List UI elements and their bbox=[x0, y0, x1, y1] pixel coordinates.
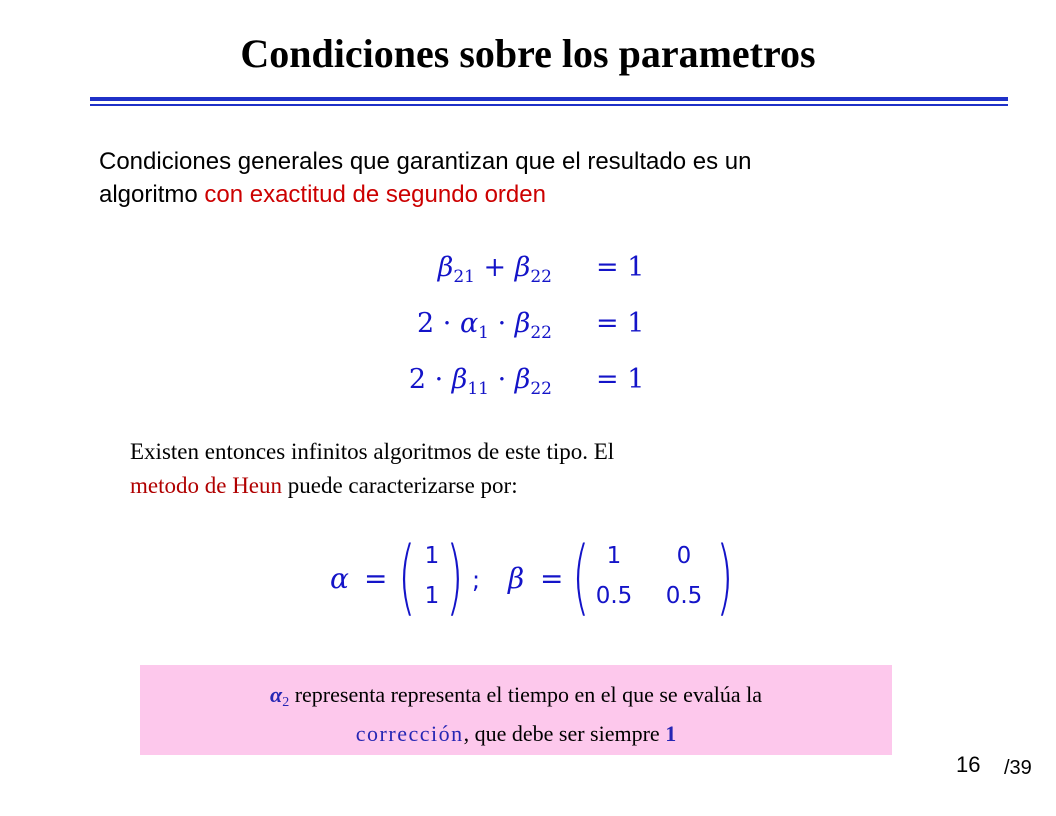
beta-value: 0.5 bbox=[595, 583, 633, 609]
equals-sign: = bbox=[364, 562, 388, 595]
alpha-symbol: α bbox=[330, 562, 349, 595]
left-paren: ( bbox=[572, 530, 590, 625]
coefficient: 2 · bbox=[408, 364, 452, 395]
plus-operator: + bbox=[474, 252, 515, 283]
subscript: 11 bbox=[467, 379, 489, 399]
heun-coefficient-matrices bbox=[330, 530, 760, 625]
equation-row bbox=[360, 308, 680, 364]
intro-text bbox=[99, 145, 959, 211]
equation-lhs bbox=[438, 252, 552, 287]
note-line-2-rest: , que debe ser siempre bbox=[463, 721, 666, 746]
body-line-2-rest: puede caracterizarse por: bbox=[282, 473, 518, 498]
right-paren: ) bbox=[446, 530, 464, 625]
equals-sign: = bbox=[540, 562, 564, 595]
correction-note-box bbox=[140, 665, 892, 755]
beta-symbol: β bbox=[514, 252, 531, 283]
order-conditions-equations bbox=[360, 252, 680, 420]
subscript: 22 bbox=[530, 323, 552, 343]
page-total: /39 bbox=[1004, 757, 1032, 779]
note-line-2 bbox=[140, 718, 892, 749]
title-rule-thin bbox=[90, 104, 1008, 106]
alpha-symbol: α bbox=[459, 308, 479, 339]
note-line-1 bbox=[140, 679, 892, 718]
dot-operator: · bbox=[489, 308, 515, 339]
beta-value: 0.5 bbox=[665, 583, 703, 609]
dot-operator: · bbox=[489, 364, 515, 395]
page-number: 16 bbox=[956, 752, 981, 777]
subscript: 22 bbox=[530, 267, 552, 287]
required-value: 1 bbox=[665, 721, 677, 746]
beta-symbol: β bbox=[508, 562, 525, 595]
heun-method-highlight: metodo de Heun bbox=[130, 473, 283, 498]
right-paren: ) bbox=[716, 530, 734, 625]
correction-highlight: corrección bbox=[355, 721, 464, 746]
subscript: 22 bbox=[530, 379, 552, 399]
intro-line-2 bbox=[99, 178, 959, 211]
equation-row bbox=[360, 364, 680, 420]
subscript: 1 bbox=[478, 323, 489, 343]
equation-rhs: = 1 bbox=[596, 308, 645, 339]
slide-title: Condiciones sobre los parametros bbox=[240, 31, 816, 76]
equation-lhs bbox=[409, 364, 552, 399]
body-line-1: Existen entonces infinitos algoritmos de este tipo. El bbox=[130, 439, 615, 464]
subscript: 21 bbox=[453, 267, 475, 287]
equation-lhs bbox=[417, 308, 552, 343]
beta-value: 0 bbox=[676, 543, 692, 569]
equation-row bbox=[360, 252, 680, 308]
alpha-subscript: 2 bbox=[282, 695, 290, 710]
intro-line-2-prefix: algoritmo bbox=[99, 181, 205, 208]
separator: ; bbox=[472, 566, 481, 594]
equation-rhs: = 1 bbox=[596, 252, 645, 283]
intro-line-1: Condiciones generales que garantizan que el resultado es un bbox=[99, 148, 752, 175]
heun-description bbox=[130, 435, 830, 503]
beta-symbol: β bbox=[437, 252, 454, 283]
beta-symbol: β bbox=[514, 364, 531, 395]
alpha-symbol: α bbox=[270, 682, 283, 707]
left-paren: ( bbox=[398, 530, 416, 625]
beta-symbol: β bbox=[514, 308, 531, 339]
alpha-value: 1 bbox=[424, 583, 440, 609]
beta-value: 1 bbox=[606, 543, 622, 569]
body-line-2 bbox=[130, 469, 830, 503]
title-rule-thick bbox=[90, 97, 1008, 101]
second-order-highlight: con exactitud de segundo orden bbox=[204, 181, 546, 208]
coefficient: 2 · bbox=[417, 308, 460, 339]
note-line-1-rest: representa representa el tiempo en el que se evalúa la bbox=[289, 682, 762, 707]
equation-rhs: = 1 bbox=[596, 364, 645, 395]
alpha-value: 1 bbox=[424, 543, 440, 569]
beta-symbol: β bbox=[451, 364, 468, 395]
